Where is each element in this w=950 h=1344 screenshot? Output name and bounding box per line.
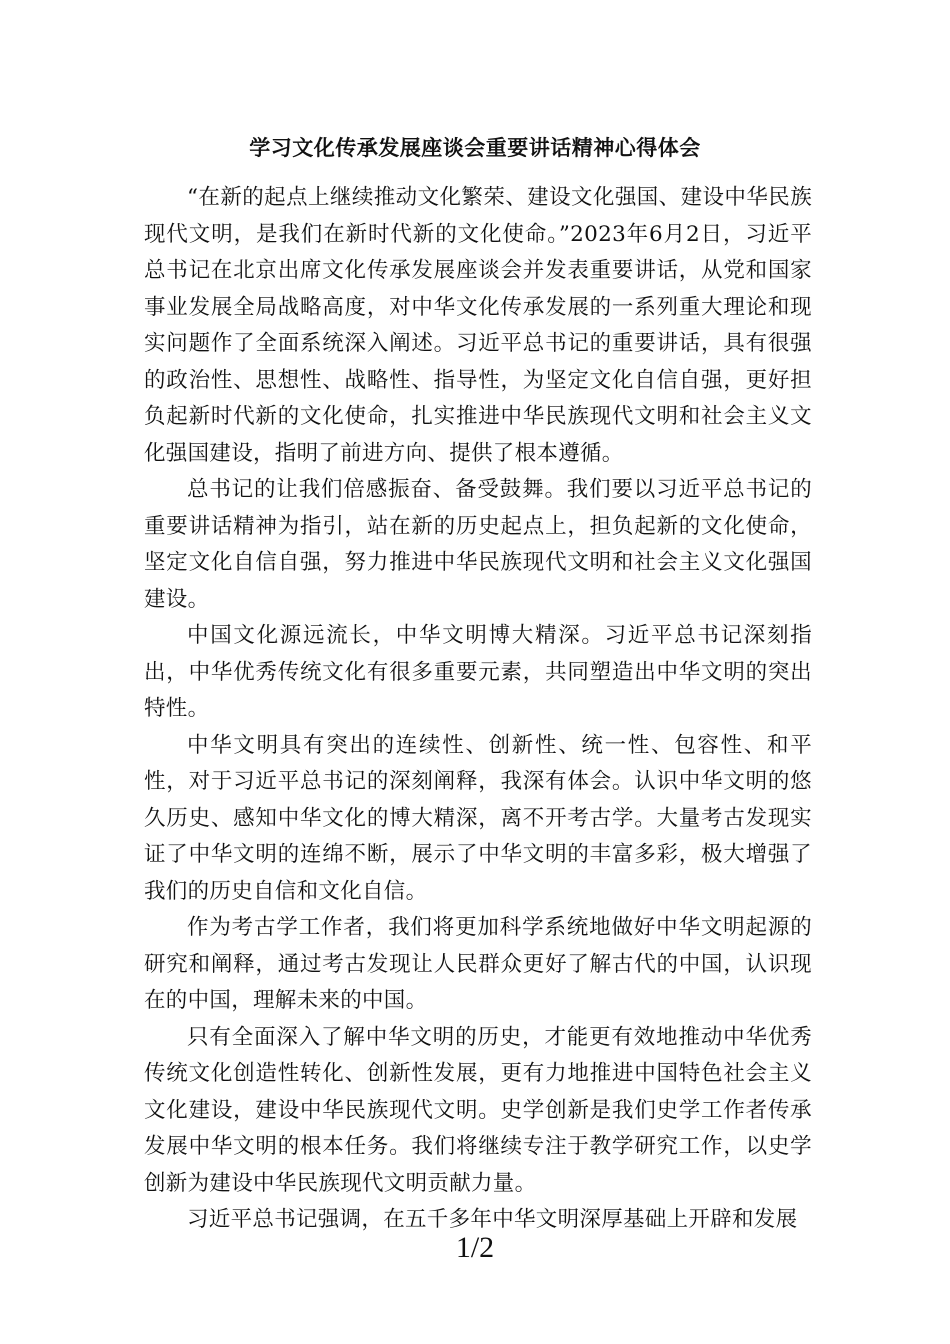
paragraph: 中国文化源远流长，中华文明博大精深。习近平总书记深刻指出，中华优秀传统文化有很多重要元素，共同塑造出中华文明的突出特性。 [144, 623, 812, 721]
page-number: 1/2 [455, 1231, 495, 1264]
paragraph: 习近平总书记强调，在五千多年中华文明深厚基础上开辟和发展 [187, 1207, 798, 1232]
document-body [144, 180, 812, 1239]
document-title: 学习文化传承发展座谈会重要讲话精神心得体会 [249, 135, 701, 160]
paragraph: 作为考古学工作者，我们将更加科学系统地做好中华文明起源的研究和阐释，通过考古发现让人民群众更好了解古代的中国，认识现在的中国，理解未来的中国。 [144, 915, 812, 1013]
paragraph: “在新的起点上继续推动文化繁荣、建设文化强国、建设中华民族现代文明，是我们在新时代新的文化使命。”2023年6月2日，习近平总书记在北京出席文化传承发展座谈会并发表重要讲话，从党和国家事业发展全局战略高度，对中华文化传承发展的一系列重大理论和现实问题作了全面系统深入阐述。习近平总书记的重要讲话，具有很强的政治性、思想性、战略性、指导性，为坚定文化自信自强，更好担负起新时代新的文化使命，扎实推进中华民族现代文明和社会主义文化强国建设，指明了前进方向、提供了根本遵循。 [144, 185, 812, 466]
paragraph: 总书记的让我们倍感振奋、备受鼓舞。我们要以习近平总书记的重要讲话精神为指引，站在新的历史起点上，担负起新的文化使命，坚定文化自信自强，努力推进中华民族现代文明和社会主义文化强国建设。 [144, 477, 812, 612]
paragraph: 只有全面深入了解中华文明的历史，才能更有效地推动中华优秀传统文化创造性转化、创新性发展，更有力地推进中国特色社会主义文化建设，建设中华民族现代文明。史学创新是我们史学工作者传承发展中华文明的根本任务。我们将继续专注于教学研究工作，以史学创新为建设中华民族现代文明贡献力量。 [144, 1024, 812, 1196]
paragraph: 中华文明具有突出的连续性、创新性、统一性、包容性、和平性，对于习近平总书记的深刻阐释，我深有体会。认识中华文明的悠久历史、感知中华文化的博大精深，离不开考古学。大量考古发现实证了中华文明的连绵不断，展示了中华文明的丰富多彩，极大增强了我们的历史自信和文化自信。 [144, 732, 812, 904]
